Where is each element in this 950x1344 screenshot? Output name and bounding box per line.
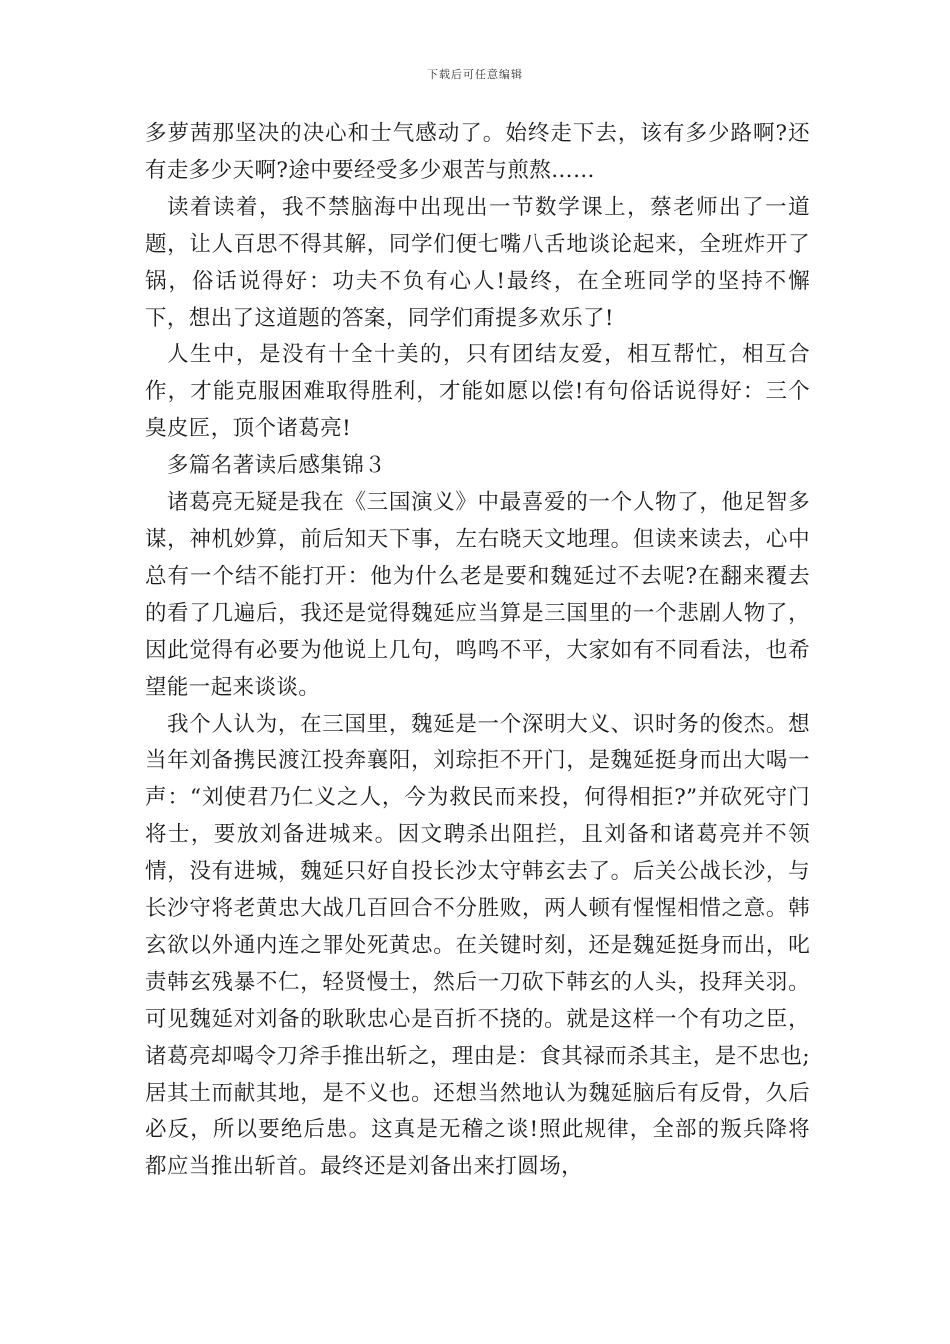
paragraph-math-class: 读着读着，我不禁脑海中出现出一节数学课上，蔡老师出了一道题，让人百思不得其解，同学们便七嘴八舌地谈论起来，全班炸开了锅，俗话说得好：功夫不负有心人!最终，在全班同学的坚持不懈下，想出了这道题的答案，同学们甭提多欢乐了! [145, 194, 810, 331]
document-body [145, 116, 810, 1186]
paragraph-continuation: 多萝茜那坚决的决心和士气感动了。始终走下去，该有多少路啊?还有走多少天啊?途中要经受多少艰苦与煎熬…… [145, 121, 810, 183]
page-header: 下载后可任意编辑 [427, 68, 523, 81]
paragraph-zhuge-liang: 诸葛亮无疑是我在《三国演义》中最喜爱的一个人物了，他足智多谋，神机妙算，前后知天下事，左右晓天文地理。但读来读去，心中总有一个结不能打开：他为什么老是要和魏延过不去呢?在翻来覆去的看了几遍后，我还是觉得魏延应当算是三国里的一个悲剧人物了，因此觉得有必要为他说上几句，鸣鸣不平，大家如有不同看法，也希望能一起来谈谈。 [145, 490, 810, 700]
paragraph-wei-yan: 我个人认为，在三国里，魏延是一个深明大义、识时务的俊杰。想当年刘备携民渡江投奔襄阳，刘琮拒不开门，是魏延挺身而出大喝一声：“刘使君乃仁义之人，今为救民而来投，何得相拒?”并砍死守门将士，要放刘备进城来。因文聘杀出阻拦，且刘备和诸葛亮并不领情，没有进城，魏延只好自投长沙太守韩玄去了。后关公战长沙，与长沙守将老黄忠大战几百回合不分胜败，两人顿有惺惺相惜之意。韩玄欲以外通内连之罪处死黄忠。在关键时刻，还是魏延挺身而出，叱责韩玄残暴不仁，轻贤慢士，然后一刀砍下韩玄的人头，投拜关羽。可见魏延对刘备的耿耿忠心是百折不挠的。就是这样一个有功之臣，诸葛亮却喝令刀斧手推出斩之，理由是：食其禄而杀其主，是不忠也;居其土而献其地，是不义也。还想当然地认为魏延脑后有反骨，久后必反，所以要绝后患。这真是无稽之谈!照此规律，全部的叛兵降将都应当推出斩首。最终还是刘备出来打圆场， [145, 711, 810, 1180]
section-title: 多篇名著读后感集锦３ [167, 453, 387, 479]
paragraph-teamwork: 人生中，是没有十全十美的，只有团结友爱，相互帮忙，相互合作，才能克服困难取得胜利，才能如愿以偿!有句俗话说得好：三个臭皮匠，顶个诸葛亮! [145, 342, 810, 442]
